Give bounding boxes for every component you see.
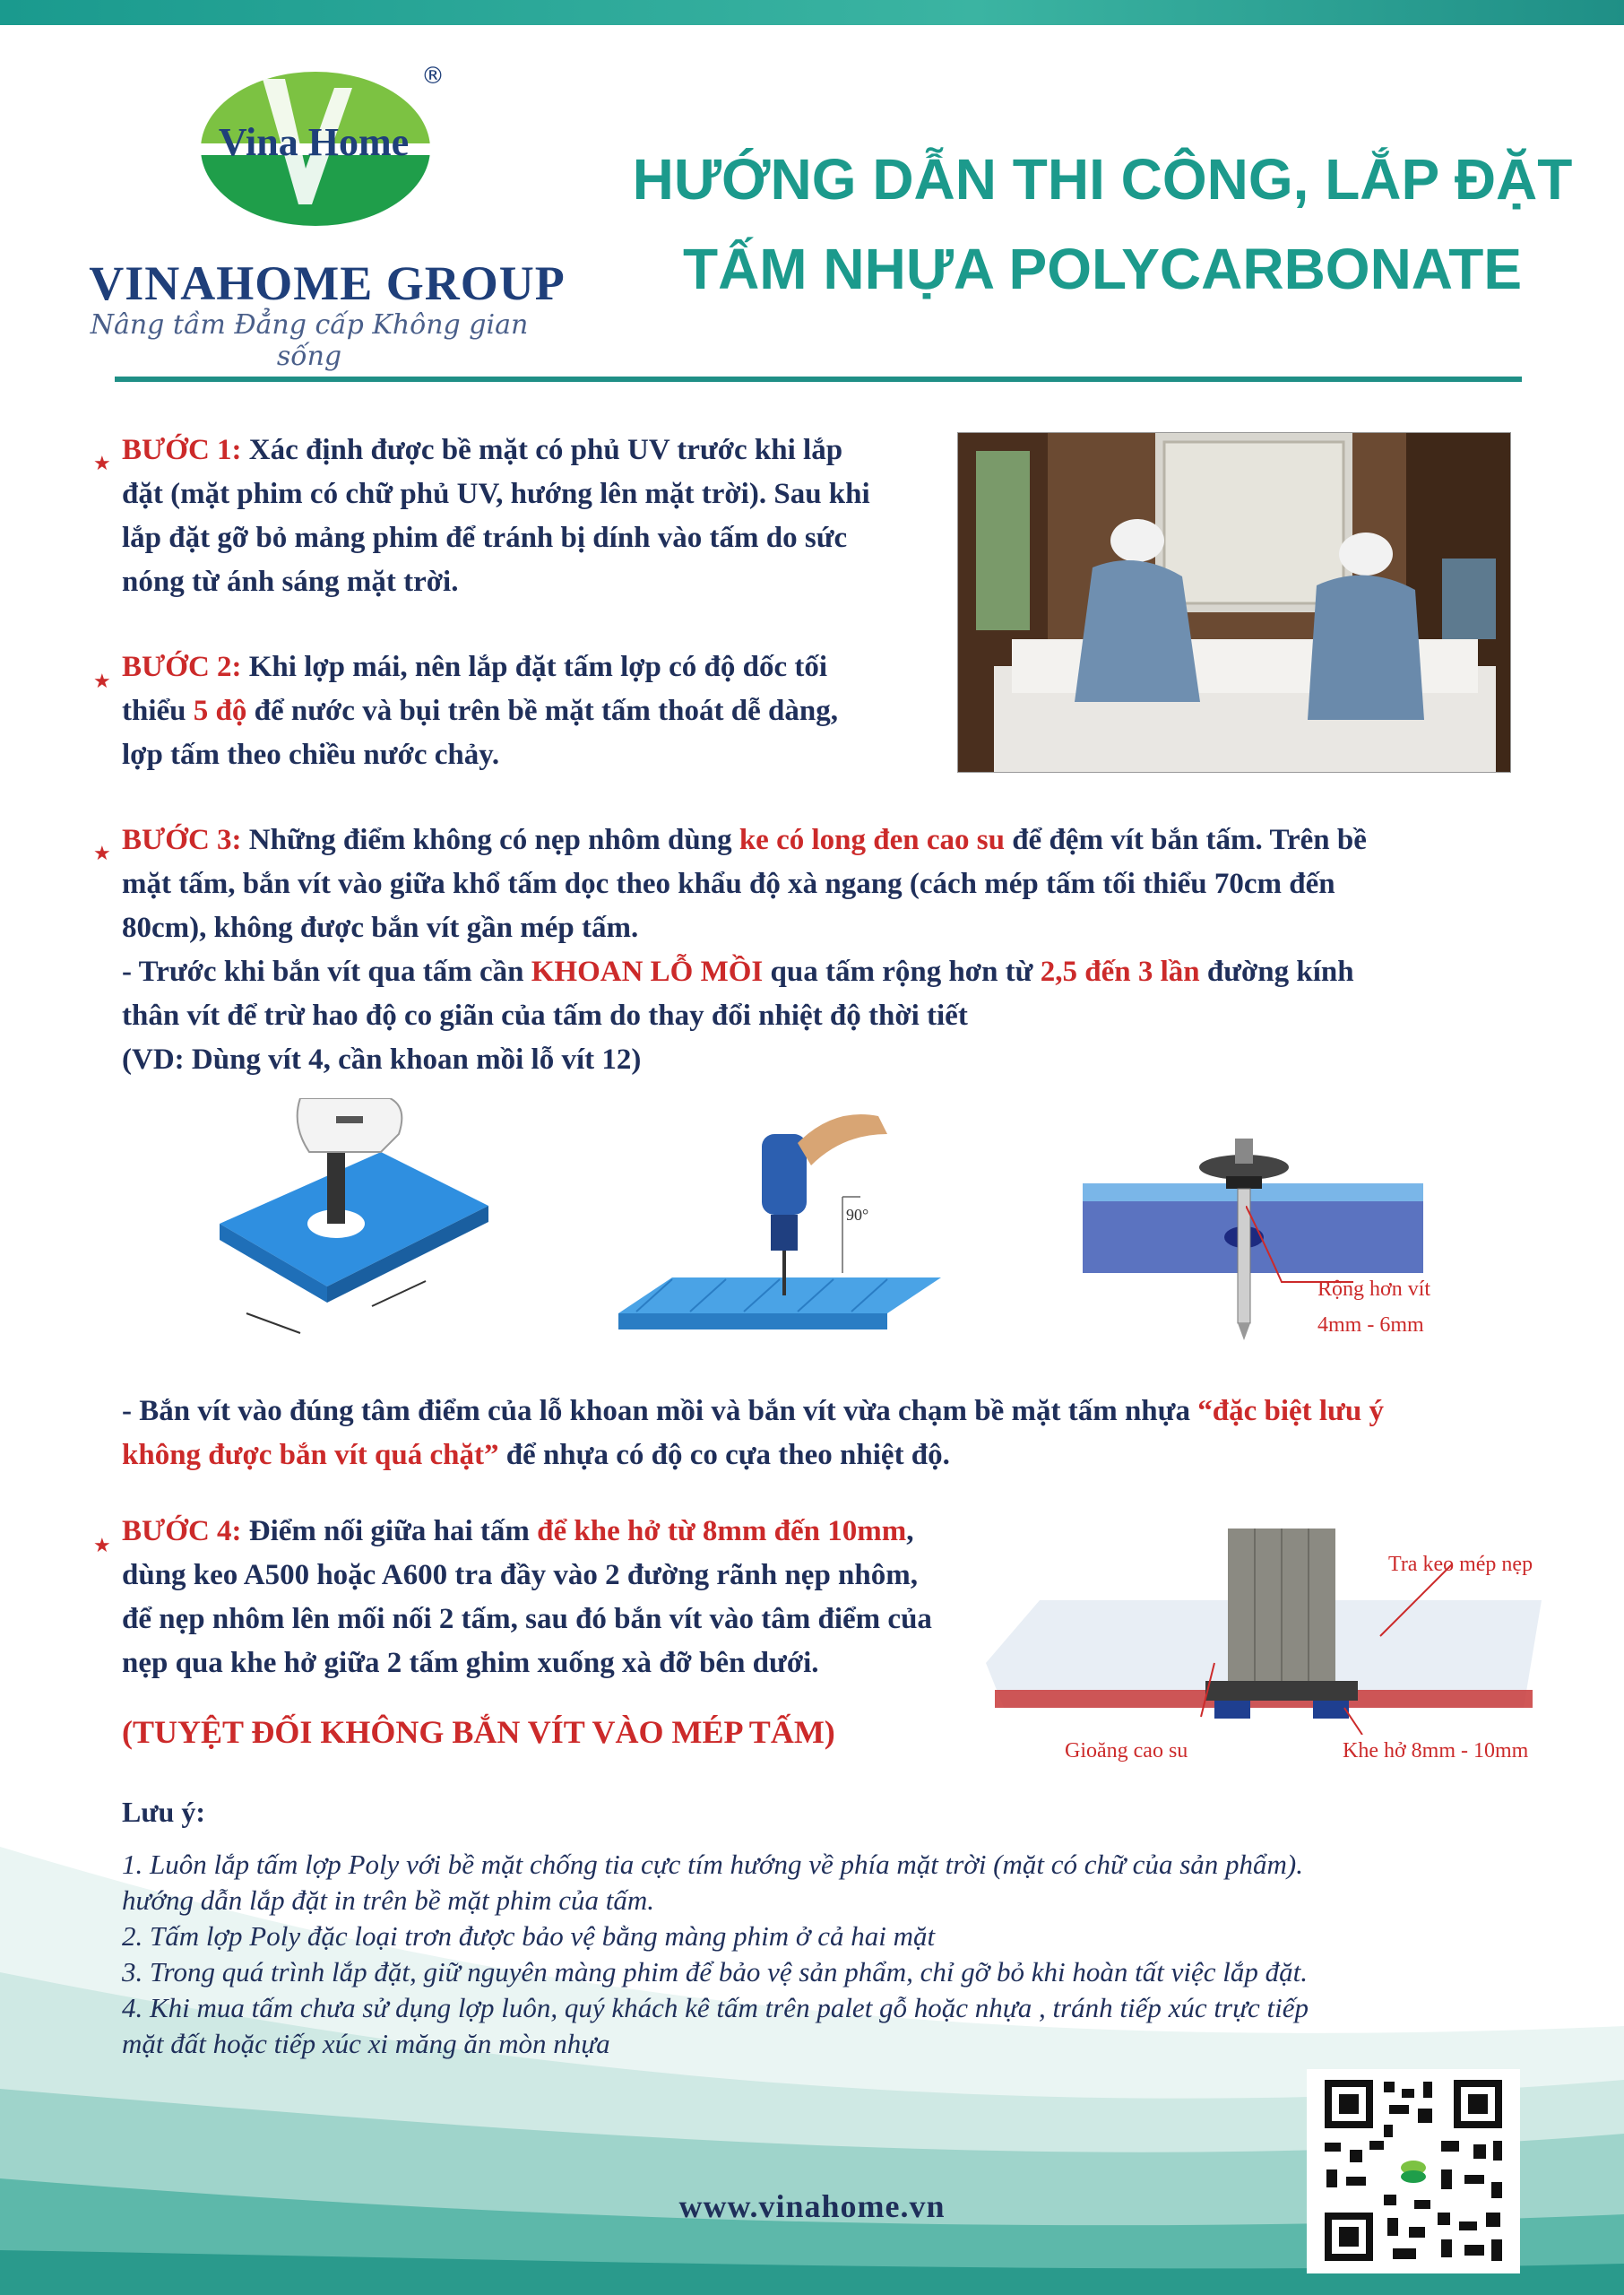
step3-text: BƯỚC 3: Những điểm không có nẹp nhôm dùng ke có long đen cao su để đệm vít bắn tấm. Trên bề mặt tấm, bắn vít vào giữa khổ tấm dọc theo khẩu độ xà ngang (cách mép tấm tối thiểu 70cm đến 80cm), không được bắn vít gần mép tấm. - Trước khi bắn vít qua tấm cần KHOAN LỖ MỒI qua tấm rộng hơn từ 2,5 đến 3 lần đường kính thân vít để trừ hao độ co giãn của tấm do thay đổi nhiệt độ thời tiết (VD: Dùng vít 4, cần khoan mồi lỗ vít 12): [122, 824, 1367, 1076]
sealant-label: Tra keo mép nẹp: [1388, 1553, 1533, 1576]
note-item: 1. Luôn lắp tấm lợp Poly với bề mặt chống tia cực tím hướng về phía mặt trời (mặt có chữ của sản phẩm).: [122, 1849, 1303, 1880]
step2-label: BƯỚC 2:: [122, 651, 242, 683]
note-item: mặt đất hoặc tiếp xúc xi măng ăn mòn nhựa: [122, 2028, 610, 2059]
registered-mark: ®: [421, 63, 445, 90]
angle-label: 90°: [846, 1206, 869, 1224]
step4-text: BƯỚC 4: Điểm nối giữa hai tấm để khe hở từ 8mm đến 10mm, dùng keo A500 hoặc A600 tra đầy vào 2 đường rãnh nẹp nhôm, để nẹp nhôm lên mối nối 2 tấm, sau đó bắn vít vào tâm điểm của nẹp qua khe hở giữa 2 tấm ghim xuống xà đỡ bên dưới.: [122, 1515, 932, 1679]
note-item: hướng dẫn lắp đặt in trên bề mặt phim của tấm.: [122, 1884, 654, 1916]
star-bullet-icon: ★: [93, 843, 111, 865]
notes-title: Lưu ý:: [122, 1796, 205, 1828]
drill-hole-diagram: [202, 1098, 497, 1340]
dimension-value: 4mm - 6mm: [1317, 1313, 1424, 1337]
star-bullet-icon: ★: [93, 453, 111, 475]
dimension-label: Rộng hơn vít: [1317, 1277, 1431, 1301]
title-line-1: HƯỚNG DẪN THI CÔNG, LẮP ĐẶT: [632, 147, 1573, 212]
step3-label: BƯỚC 3:: [122, 824, 242, 856]
perpendicular-drill-diagram: [618, 1080, 950, 1336]
gap-label: Khe hở 8mm - 10mm: [1343, 1739, 1529, 1762]
star-bullet-icon: ★: [93, 671, 111, 693]
note-item: 2. Tấm lợp Poly đặc loại trơn được bảo vệ bằng màng phim ở cả hai mặt: [122, 1920, 936, 1952]
installation-photo: [957, 432, 1511, 773]
star-bullet-icon: ★: [93, 1535, 111, 1557]
warning-text: (TUYỆT ĐỐI KHÔNG BẮN VÍT VÀO MÉP TẤM): [122, 1714, 835, 1750]
screw-note-text: - Bắn vít vào đúng tâm điểm của lỗ khoan mồi và bắn vít vừa chạm bề mặt tấm nhựa “đặc biệt lưu ý không được bắn vít quá chặt” để nhựa có độ co cựa theo nhiệt độ.: [122, 1395, 1384, 1471]
step4-label: BƯỚC 4:: [122, 1515, 242, 1547]
page-title: [627, 134, 1577, 314]
title-line-2: TẤM NHỰA POLYCARBONATE: [682, 237, 1523, 301]
top-accent-bar: [0, 0, 1624, 25]
gasket-label: Gioăng cao su: [1065, 1739, 1188, 1762]
group-name: VINAHOME GROUP: [89, 256, 566, 310]
step1-label: BƯỚC 1:: [122, 434, 242, 466]
step2-text: BƯỚC 2: Khi lợp mái, nên lắp đặt tấm lợp có độ dốc tối thiểu 5 độ để nước và bụi trên bề mặt tấm thoát dễ dàng, lợp tấm theo chiều nước chảy.: [122, 651, 838, 771]
note-item: 4. Khi mua tấm chưa sử dụng lợp luôn, quý khách kê tấm trên palet gỗ hoặc nhựa , tránh tiếp xúc trực tiếp: [122, 1992, 1309, 2023]
note-item: 3. Trong quá trình lắp đặt, giữ nguyên màng phim để bảo vệ sản phẩm, chỉ gỡ bỏ khi hoàn tất việc lắp đặt.: [122, 1956, 1308, 1988]
header-divider: [115, 377, 1522, 382]
brand-logo-block: [85, 63, 587, 372]
website-link[interactable]: www.vinahome.vn: [678, 2188, 946, 2224]
logo-text: Vina Home: [218, 120, 410, 164]
qr-code-icon[interactable]: [1307, 2069, 1520, 2273]
notes-list: [122, 1847, 1520, 2062]
brand-tagline: Nâng tầm Đẳng cấp Không gian sống: [90, 309, 529, 372]
step1-text: BƯỚC 1: Xác định được bề mặt có phủ UV trước khi lắp đặt (mặt phim có chữ phủ UV, hướng lên mặt trời). Sau khi lắp đặt gỡ bỏ mảng phim để tránh bị dính vào tấm do sức nóng từ ánh sáng mặt trời.: [122, 434, 870, 598]
